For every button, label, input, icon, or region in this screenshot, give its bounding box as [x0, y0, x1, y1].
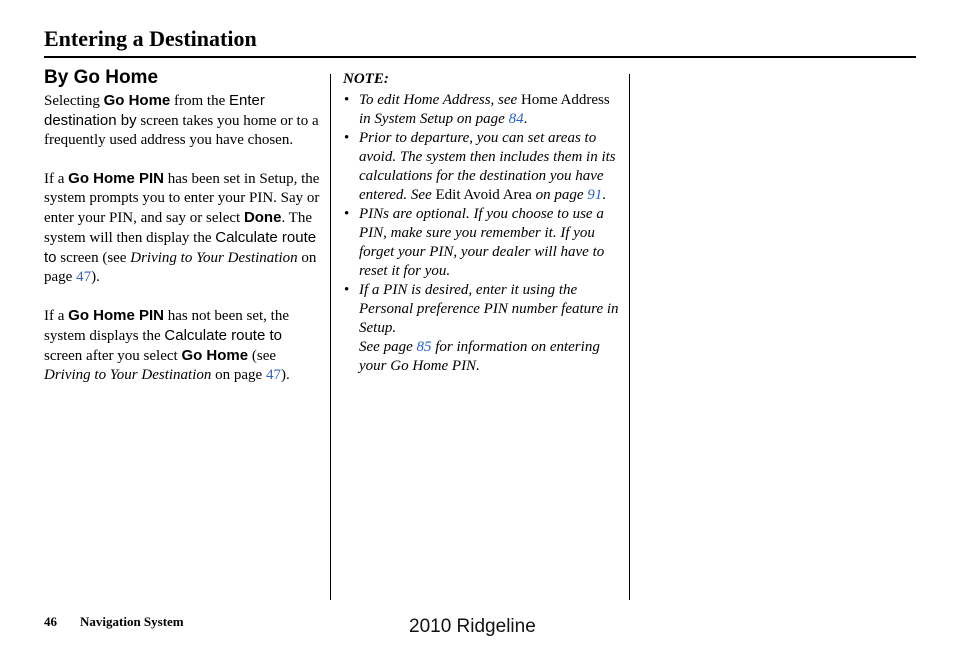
text: .	[523, 111, 528, 127]
text: ).	[91, 269, 100, 285]
bullet-icon: •	[344, 282, 350, 298]
keyword-calculate-route-to: Calculate route to	[44, 229, 317, 266]
bullet-icon: •	[344, 206, 350, 222]
text: Prior to departure, you can set areas to avoid. The system then includes them in its calculations for the destination you have entered. See	[359, 130, 616, 203]
text: in System Setup on page	[359, 111, 509, 127]
keyword-done: Done	[243, 209, 282, 226]
keyword-calculate-route-to: Calculate route to	[164, 327, 282, 344]
text: To edit Home Address, see	[359, 92, 521, 108]
paragraph-intro	[44, 91, 322, 150]
text: . The system will then display the	[44, 210, 312, 246]
page-number: 46	[44, 614, 57, 629]
keyword-go-home: Go Home	[181, 347, 249, 364]
text: on page	[211, 367, 266, 383]
watermark: 2010 Ridgeline	[409, 616, 536, 637]
text: screen takes you home or to a frequently used address you have chosen.	[44, 113, 319, 148]
keyword-go-home-pin: Go Home PIN	[68, 307, 165, 324]
page-link-47[interactable]: 47	[76, 269, 92, 285]
text: If a PIN is desired, enter it using the Personal preference PIN number feature in Setup.	[359, 282, 619, 336]
text: from the	[170, 93, 229, 109]
page-title: Entering a Destination	[44, 26, 257, 51]
text: See page	[359, 339, 417, 355]
reference-title: Driving to Your Destination	[130, 250, 298, 266]
reference-home-address: Home Address	[520, 92, 610, 108]
paragraph-pin-not-set	[44, 306, 322, 385]
notes-column	[343, 70, 623, 376]
bullet-icon: •	[344, 92, 350, 108]
text: If a	[44, 171, 69, 187]
title-rule	[44, 56, 916, 58]
keyword-enter-destination-by: Enter destination by	[44, 92, 265, 129]
text: PINs are optional. If you choose to use a PIN, make sure you remember it. If you forget your PIN, your dealer will have to reset it for you.	[359, 206, 605, 279]
keyword-go-home: Go Home	[103, 92, 171, 109]
text: has been set in Setup, the system prompts you to enter your PIN. Say or enter your PIN, and say or select	[44, 171, 320, 226]
page-link-47[interactable]: 47	[265, 367, 281, 383]
text: If a	[44, 308, 69, 324]
text: screen after you select	[44, 348, 182, 364]
note-item	[343, 91, 623, 129]
keyword-go-home-pin: Go Home PIN	[68, 170, 165, 187]
note-item	[343, 129, 623, 205]
note-item	[343, 205, 623, 281]
text: Selecting	[44, 93, 104, 109]
notes-list	[343, 91, 623, 376]
main-column	[44, 68, 322, 404]
column-divider-right	[629, 74, 630, 600]
book-title: Navigation System	[80, 614, 184, 629]
reference-title: Driving to Your Destination	[44, 367, 212, 383]
page-link-84[interactable]: 84	[508, 111, 524, 127]
page-link-85[interactable]: 85	[416, 339, 432, 355]
page-link-91[interactable]: 91	[587, 187, 603, 203]
text: .	[602, 187, 607, 203]
section-heading: By Go Home	[44, 67, 159, 88]
column-divider-left	[330, 74, 331, 600]
text: (see	[248, 348, 277, 364]
text: ).	[280, 367, 290, 383]
bullet-icon: •	[344, 130, 350, 146]
paragraph-pin-set	[44, 169, 322, 287]
note-heading: NOTE:	[343, 71, 389, 87]
text: on page	[44, 250, 317, 285]
reference-edit-avoid-area: Edit Avoid Area	[435, 187, 532, 203]
text: for information on entering your Go Home PIN.	[359, 339, 600, 374]
note-item	[343, 281, 623, 376]
text: screen (see	[56, 250, 131, 266]
text: on page	[531, 187, 588, 203]
text: has not been set, the system displays the	[44, 308, 289, 344]
